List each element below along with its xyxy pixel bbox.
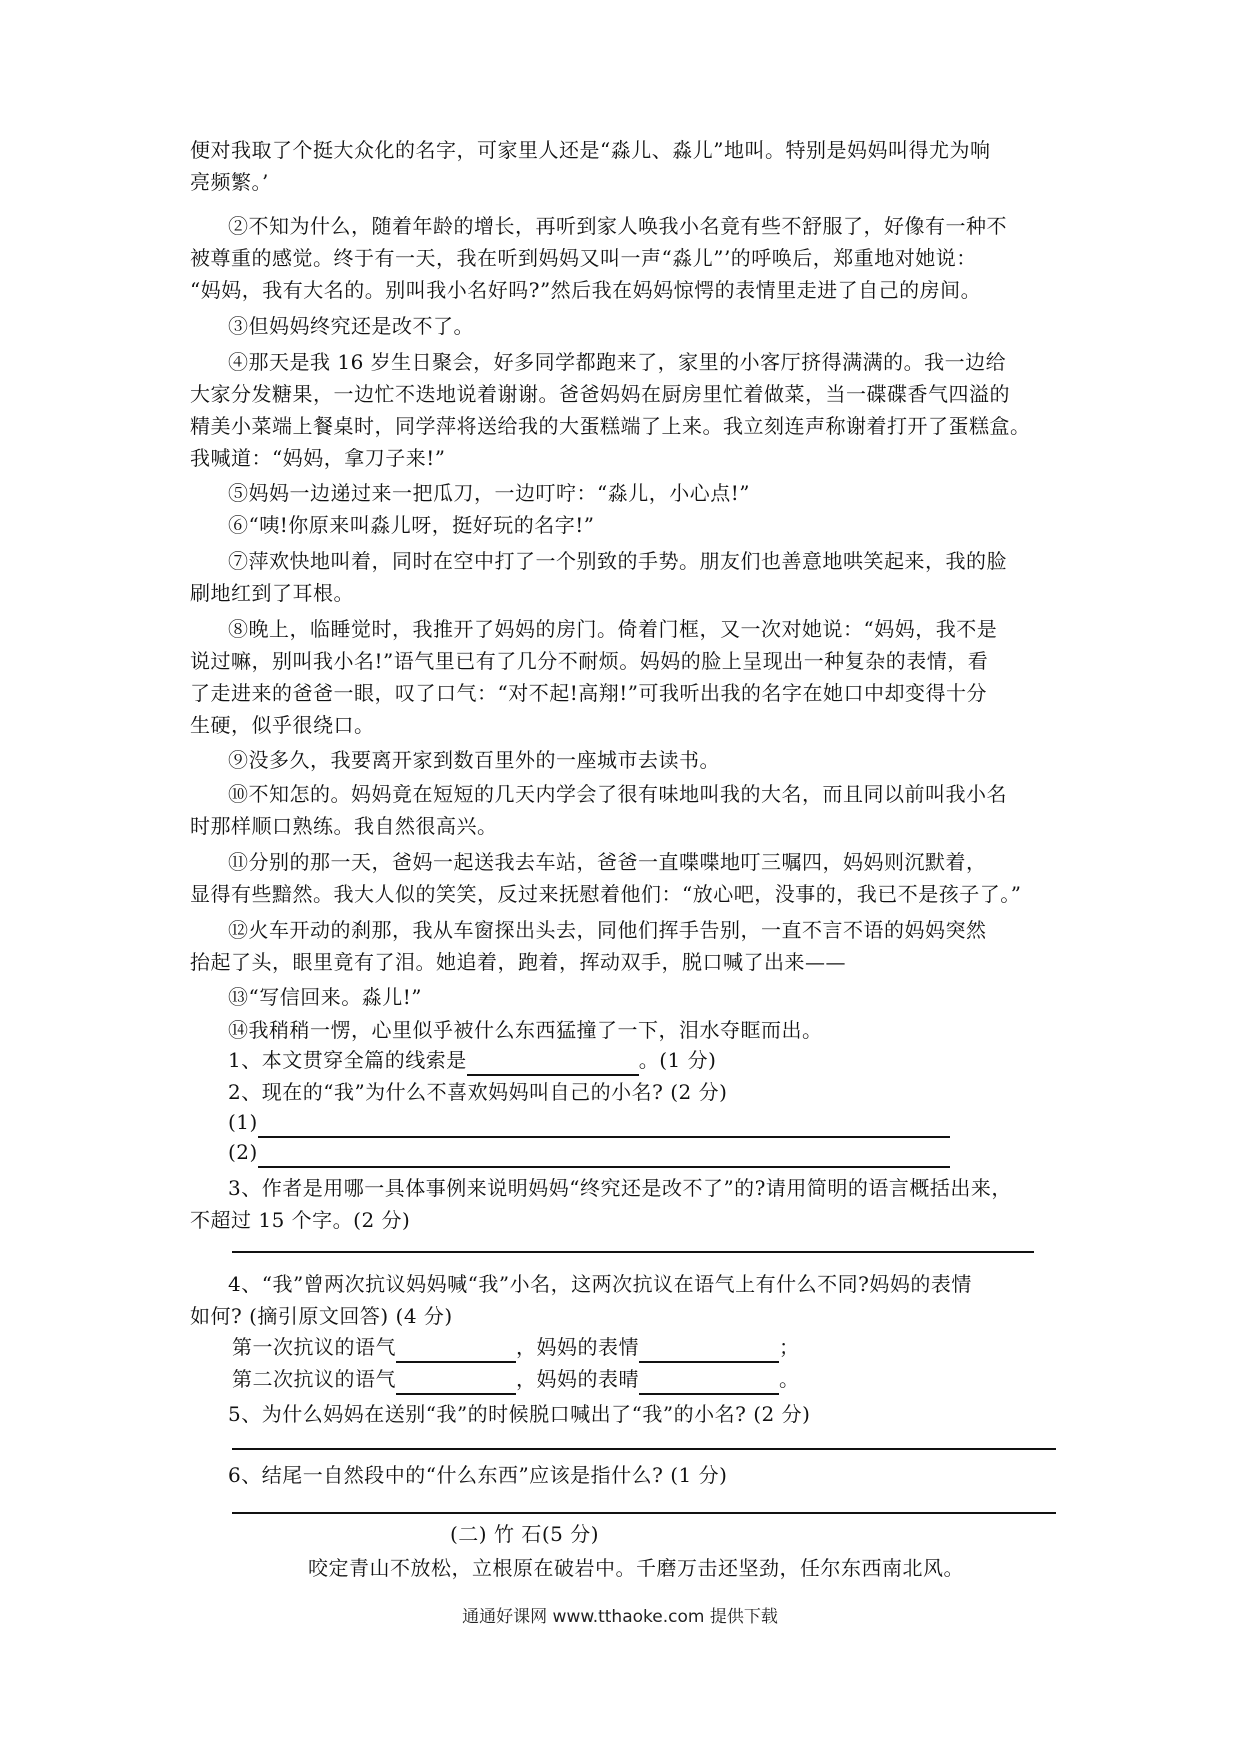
story-line: ⑫火车开动的刹那，我从车窗探出头去，同他们挥手告别，一直不言不语的妈妈突然 [228,918,987,942]
story-line: ⑭我稍稍一愣，心里似乎被什么东西猛撞了一下，泪水夺眶而出。 [228,1018,823,1042]
story-line: ②不知为什么，随着年龄的增长，再听到家人唤我小名竟有些不舒服了，好像有一种不 [228,214,1007,238]
answer-line[interactable] [232,1512,1056,1514]
story-line: 抬起了头，眼里竟有了泪。她追着，跑着，挥动双手，脱口喊了出来—— [190,950,846,974]
question-2: 2、现在的“我”为什么不喜欢妈妈叫自己的小名? (2 分) [228,1080,728,1104]
story-line: ⑥“咦!你原来叫淼儿呀，挺好玩的名字!” [228,513,595,537]
question-1: 1、本文贯穿全篇的线索是 。(1 分) [228,1044,716,1076]
answer-blank[interactable] [258,1114,950,1138]
page-footer: 通通好课网 www.tthaoke.com 提供下载 [462,1607,778,1627]
answer-blank[interactable] [396,1371,516,1395]
story-line: 被尊重的感觉。终于有一天，我在听到妈妈又叫一声“淼儿”’的呼唤后，郑重地对她说： [190,246,977,270]
answer-blank[interactable] [467,1052,639,1076]
story-line: ⑨没多久，我要离开家到数百里外的一座城市去读书。 [228,748,720,772]
story-line: 刷地红到了耳根。 [190,581,354,605]
question-4-row-2: 第二次抗议的语气 ，妈妈的表晴 。 [232,1363,800,1395]
question-5: 5、为什么妈妈在送别“我”的时候脱口喊出了“我”的小名? (2 分) [228,1402,811,1426]
question-2-part-2: (2) [228,1136,950,1168]
story-line: 生硬，似乎很绕口。 [190,713,375,737]
story-line: ⑬“写信回来。淼儿!” [228,985,422,1009]
story-line: 亮频繁。’ [190,170,269,194]
story-line: ⑤妈妈一边递过来一把瓜刀，一边叮咛：“淼儿，小心点!” [228,481,750,505]
question-4-row-1: 第一次抗议的语气 ，妈妈的表情 ； [232,1331,800,1363]
answer-blank[interactable] [396,1339,516,1363]
answer-line[interactable] [232,1251,1034,1253]
story-line: 我喊道：“妈妈，拿刀子来!” [190,446,446,470]
question-3: 3、作者是用哪一具体事例来说明妈妈“终究还是改不了”的?请用简明的语言概括出来， [228,1176,1012,1200]
story-line: 便对我取了个挺大众化的名字，可家里人还是“淼儿、淼儿”地叫。特别是妈妈叫得尤为响 [190,138,991,162]
story-line: 精美小菜端上餐桌时，同学萍将送给我的大蛋糕端了上来。我立刻连声称谢着打开了蛋糕盒。 [190,414,1031,438]
question-6: 6、结尾一自然段中的“什么东西”应该是指什么? (1 分) [228,1463,728,1487]
story-line: ④那天是我 16 岁生日聚会，好多同学都跑来了，家里的小客厅挤得满满的。我一边给 [228,350,1007,374]
story-line: 说过嘛，别叫我小名!”语气里已有了几分不耐烦。妈妈的脸上呈现出一种复杂的表情，看 [190,649,989,673]
answer-line[interactable] [232,1448,1056,1450]
question-4: 4、“我”曾两次抗议妈妈喊“我”小名，这两次抗议在语气上有什么不同?妈妈的表情 [228,1272,972,1296]
question-3-cont: 不超过 15 个字。(2 分) [190,1208,411,1232]
story-line: 了走进来的爸爸一眼，叹了口气：“对不起!高翔!”可我听出我的名字在她口中却变得十分 [190,681,988,705]
question-2-part-1: (1) [228,1106,950,1138]
poem-title: (二) 竹 石(5 分) [450,1522,600,1546]
story-line: 大家分发糖果，一边忙不迭地说着谢谢。爸爸妈妈在厨房里忙着做菜，当一碟碟香气四溢的 [190,382,1010,406]
story-line: 时那样顺口熟练。我自然很高兴。 [190,814,498,838]
story-line: 显得有些黯然。我大人似的笑笑，反过来抚慰着他们：“放心吧，没事的，我已不是孩子了。” [190,882,1022,906]
poem-line: 咬定青山不放松，立根原在破岩中。千磨万击还坚劲，任尔东西南北风。 [308,1556,964,1580]
answer-blank[interactable] [258,1144,950,1168]
story-line: ⑧晚上，临睡觉时，我推开了妈妈的房门。倚着门框，又一次对她说：“妈妈，我不是 [228,617,998,641]
story-line: ⑩不知怎的。妈妈竟在短短的几天内学会了很有味地叫我的大名，而且同以前叫我小名 [228,782,1007,806]
answer-blank[interactable] [639,1371,779,1395]
question-4-cont: 如何? (摘引原文回答) (4 分) [190,1304,453,1328]
answer-blank[interactable] [639,1339,779,1363]
story-line: “妈妈，我有大名的。别叫我小名好吗?”然后我在妈妈惊愕的表情里走进了自己的房间。 [190,278,982,302]
story-line: ⑦萍欢快地叫着，同时在空中打了一个别致的手势。朋友们也善意地哄笑起来，我的脸 [228,549,1007,573]
story-line: ③但妈妈终究还是改不了。 [228,314,474,338]
story-line: ⑪分别的那一天，爸妈一起送我去车站，爸爸一直喋喋地叮三嘱四，妈妈则沉默着， [228,850,987,874]
